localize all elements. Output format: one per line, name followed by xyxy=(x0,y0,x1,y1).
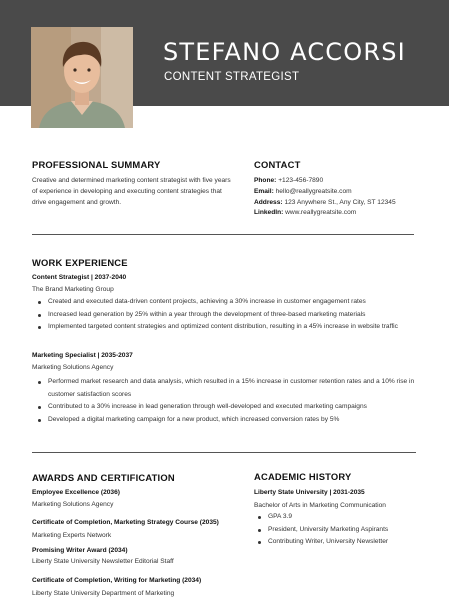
divider-2 xyxy=(32,452,416,453)
contact-linkedin[interactable]: LinkedIn: www.reallygreatsite.com xyxy=(254,209,357,216)
academic-bullets xyxy=(254,511,444,549)
job-2-bullets xyxy=(34,376,419,426)
list-item: Increased lead generation by 25% within a year through the development of three-based marketing materials xyxy=(34,309,424,322)
work-heading: WORK EXPERIENCE xyxy=(32,257,128,268)
academic-degree: Bachelor of Arts in Marketing Communication xyxy=(254,502,386,509)
job-2-title: Marketing Specialist | 2035-2037 xyxy=(32,352,133,359)
candidate-name: STEFANO ACCORSI xyxy=(163,38,406,66)
award-2-title: Certificate of Completion, Marketing Strategy Course (2035) xyxy=(32,519,219,526)
award-1-title: Employee Excellence (2036) xyxy=(32,489,120,496)
summary-text: Creative and determined marketing content strategist with five years of experience in developing and executing content strategies that drive engagement and growth. xyxy=(32,177,231,206)
portrait-image xyxy=(31,27,133,128)
list-item: Contributed to a 30% increase in lead generation through well-developed and executed marketing campaigns xyxy=(34,401,419,414)
job-2-company: Marketing Solutions Agency xyxy=(32,364,114,371)
list-item: Developed a digital marketing campaign for a new product, which increased conversion rates by 5% xyxy=(34,414,419,427)
list-item: Contributing Writer, University Newsletter xyxy=(254,536,444,549)
divider-1 xyxy=(32,234,414,235)
awards-heading: AWARDS AND CERTIFICATION xyxy=(32,472,175,483)
award-3-title: Promising Writer Award (2034) xyxy=(32,547,128,554)
contact-email[interactable]: Email: hello@reallygreatsite.com xyxy=(254,188,352,195)
award-4-org: Liberty State University Department of Marketing xyxy=(32,590,175,597)
award-1-org: Marketing Solutions Agency xyxy=(32,501,114,508)
academic-heading: ACADEMIC HISTORY xyxy=(254,471,352,482)
list-item: GPA 3.9 xyxy=(254,511,444,524)
contact-address: Address: 123 Anywhere St., Any City, ST 12345 xyxy=(254,199,396,206)
list-item: Implemented targeted content strategies and optimized content distribution, resulting in a 45% increase in website traffic xyxy=(34,321,424,334)
list-item: President, University Marketing Aspirants xyxy=(254,524,444,537)
job-1-bullets xyxy=(34,296,424,334)
academic-school: Liberty State University | 2031-2035 xyxy=(254,489,365,496)
contact-heading: CONTACT xyxy=(254,159,301,170)
list-item: Performed market research and data analysis, which resulted in a 15% increase in customer retention rates and a 10% rise in customer satisfaction scores xyxy=(34,376,419,401)
profile-photo xyxy=(31,27,133,128)
job-1-company: The Brand Marketing Group xyxy=(32,286,114,293)
list-item: Created and executed data-driven content projects, achieving a 30% increase in customer engagement rates xyxy=(34,296,424,309)
award-4-title: Certificate of Completion, Writing for Marketing (2034) xyxy=(32,577,202,584)
award-3-org: Liberty State University Newsletter Editorial Staff xyxy=(32,558,174,565)
job-1-title: Content Strategist | 2037-2040 xyxy=(32,274,127,281)
award-2-org: Marketing Experts Network xyxy=(32,532,112,539)
summary-heading: PROFESSIONAL SUMMARY xyxy=(32,159,161,170)
candidate-title: CONTENT STRATEGIST xyxy=(164,71,300,83)
contact-phone: Phone: +123-456-7890 xyxy=(254,177,324,184)
